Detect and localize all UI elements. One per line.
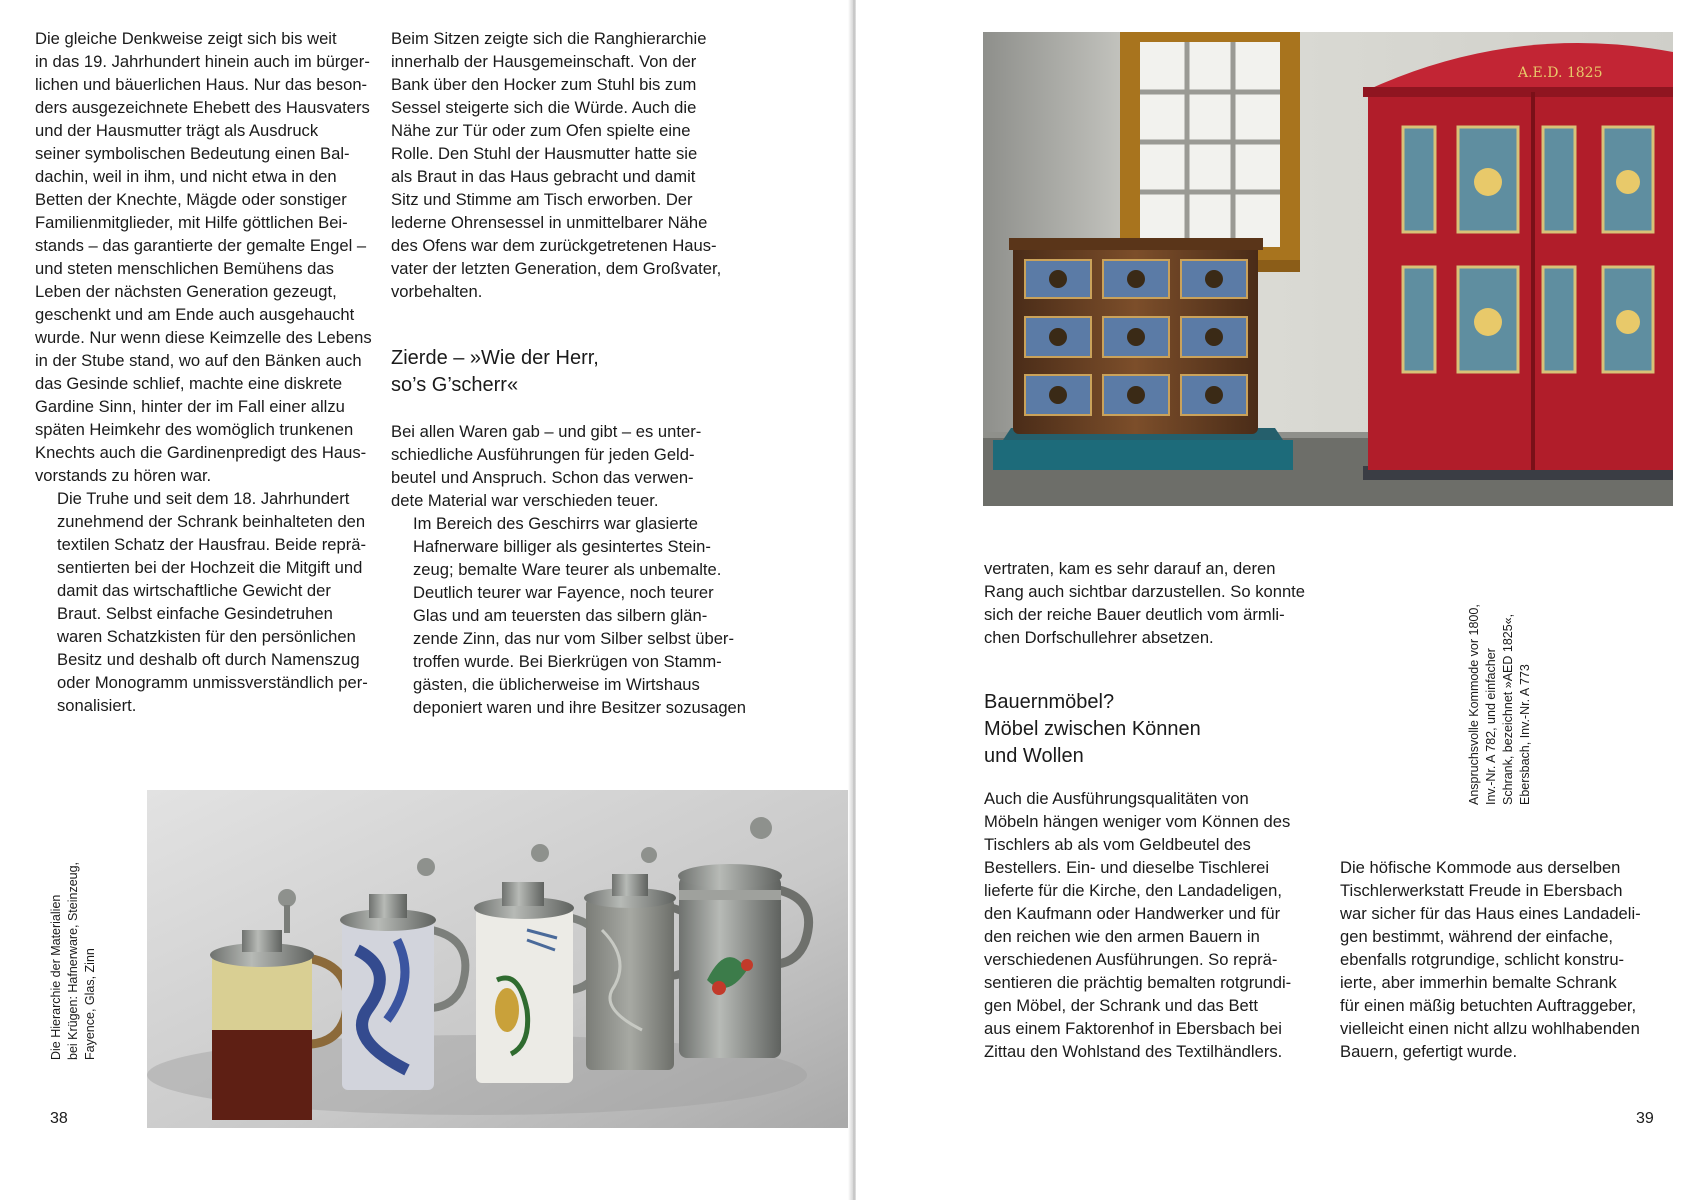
paragraph-seating-hierarchy	[391, 27, 721, 303]
text-line: waren Schatzkisten für den persönlichen	[57, 627, 356, 646]
text-line: zeug; bemalte Ware teurer als unbemalte.	[413, 560, 722, 579]
text-line: innerhalb der Hausgemeinschaft. Von der	[391, 52, 697, 71]
text-line: Nähe zur Tür oder zum Ofen spielte eine	[391, 121, 691, 140]
text-line: für einen mäßig betuchten Auftraggeber,	[1340, 996, 1637, 1015]
paragraph-waren	[391, 420, 746, 512]
text-line: vorstands zu hören war.	[35, 466, 212, 485]
text-line: vielleicht einen nicht allzu wohlhabenden	[1340, 1019, 1640, 1038]
text-line: den reichen wie den armen Bauern in	[984, 927, 1260, 946]
text-line: Tischlerwerkstatt Freude in Ebersbach	[1340, 881, 1623, 900]
text-line: stands – das garantierte der gemalte Engel –	[35, 236, 367, 255]
text-line: den Kaufmann oder Handwerker und für	[984, 904, 1281, 923]
text-line: Zittau den Wohlstand des Textilhändlers.	[984, 1042, 1283, 1061]
text-line: in der Stube stand, wo auf den Bänken auch	[35, 351, 362, 370]
furniture-photo	[983, 32, 1673, 506]
text-line: Bank über den Hocker zum Stuhl bis zum	[391, 75, 697, 94]
caption-furniture	[1466, 604, 1534, 805]
text-line: Bestellers. Ein- und dieselbe Tischlerei	[984, 858, 1270, 877]
paragraph-geschirr	[391, 512, 746, 719]
text-line: Rolle. Den Stuhl der Hausmutter hatte sie	[391, 144, 698, 163]
text-line: sentierten bei der Hochzeit die Mitgift und	[57, 558, 363, 577]
caption-tankards	[48, 862, 99, 1060]
text-line: bei Krügen: Hafnerware, Steinzeug,	[66, 861, 80, 1060]
text-line: ebenfalls rotgrundige, schlicht konstru-	[1340, 950, 1625, 969]
left-page	[0, 0, 852, 1200]
text-line: als Braut in das Haus gebracht und damit	[391, 167, 696, 186]
text-line: Beim Sitzen zeigte sich die Ranghierarchie	[391, 29, 707, 48]
text-line: sentieren die prächtig bemalten rotgrundi-	[984, 973, 1292, 992]
tankards-illustration	[147, 790, 852, 1128]
left-column-1	[35, 27, 372, 717]
text-line: in das 19. Jahrhundert hinein auch im bürger-	[35, 52, 370, 71]
text-line: Gardine Sinn, hinter der im Fall einer allzu	[35, 397, 345, 416]
text-line: sich der reiche Bauer deutlich vom ärmli-	[984, 605, 1285, 624]
text-line: wurde. Nur wenn diese Keimzelle des Lebens	[35, 328, 372, 347]
text-line: geschenkt und am Ende auch ausgehaucht	[35, 305, 355, 324]
text-line: Möbel zwischen Können	[984, 718, 1201, 740]
text-line: und steten menschlichen Bemühens das	[35, 259, 334, 278]
text-line: Die Truhe und seit dem 18. Jahrhundert	[57, 489, 350, 508]
text-line: schiedliche Ausführungen für jeden Geld-	[391, 445, 695, 464]
text-line: Hafnerware billiger als gesintertes Stein-	[413, 537, 711, 556]
text-line: Leben der nächsten Generation gezeugt,	[35, 282, 337, 301]
paragraph-rang	[984, 557, 1305, 649]
tankards-photo	[147, 790, 852, 1128]
text-line: Sitz und Stimme am Tisch erworben. Der	[391, 190, 693, 209]
text-line: späten Heimkehr des womöglich trunkenen	[35, 420, 354, 439]
text-line: vater der letzten Generation, dem Großvater,	[391, 259, 722, 278]
text-line: Die höfische Kommode aus derselben	[1340, 858, 1621, 877]
text-line: vorbehalten.	[391, 282, 483, 301]
text-line: seiner symbolischen Bedeutung einen Bal-	[35, 144, 350, 163]
paragraph-ausfuehrungsqualitaeten	[984, 787, 1291, 1063]
text-line: vertraten, kam es sehr darauf an, deren	[984, 559, 1276, 578]
text-line: beutel und Anspruch. Schon das verwen-	[391, 468, 694, 487]
furniture-illustration	[983, 32, 1673, 506]
right-column-1-lower	[984, 787, 1291, 1063]
text-line: Bei allen Waren gab – und gibt – es unter-	[391, 422, 702, 441]
text-line: gästen, die üblicherweise im Wirtshaus	[413, 675, 700, 694]
text-line: ders ausgezeichnete Ehebett des Hausvaters	[35, 98, 370, 117]
text-line: dete Material war verschieden teuer.	[391, 491, 659, 510]
text-line: Knechts auch die Gardinenpredigt des Haus-	[35, 443, 367, 462]
text-line: sonalisiert.	[57, 696, 137, 715]
text-line: Bauernmöbel?	[984, 691, 1115, 713]
text-line: und der Hausmutter trägt als Ausdruck	[35, 121, 319, 140]
text-line: Deutlich teurer war Fayence, noch teurer	[413, 583, 714, 602]
text-line: Möbeln hängen weniger vom Können des	[984, 812, 1291, 831]
text-line: so’s G’scherr«	[391, 374, 519, 396]
left-column-2	[391, 27, 721, 303]
text-line: damit das wirtschaftliche Gewicht der	[57, 581, 331, 600]
text-line: Die gleiche Denkweise zeigt sich bis weit	[35, 29, 337, 48]
text-line: Ebersbach, Inv.-Nr. A 773	[1518, 664, 1532, 805]
right-page	[856, 0, 1707, 1200]
text-line: oder Monogramm unmissverständlich per-	[57, 673, 368, 692]
painted-cabinet	[1363, 43, 1673, 480]
text-line: Betten der Knechte, Mägde oder sonstiger	[35, 190, 347, 209]
text-line: war sicher für das Haus eines Landadeli-	[1340, 904, 1641, 923]
text-line: lieferte für die Kirche, den Landadeligen,	[984, 881, 1282, 900]
paragraph-truhe-schrank	[35, 487, 372, 717]
text-line: gen bestimmt, während der einfache,	[1340, 927, 1614, 946]
text-line: Tischlers ab als vom Geldbeutel des	[984, 835, 1251, 854]
text-line: zunehmend der Schrank beinhalteten den	[57, 512, 366, 531]
section-heading-zierde	[391, 345, 599, 399]
page-number-right: 39	[1636, 1110, 1654, 1127]
text-line: Braut. Selbst einfache Gesindetruhen	[57, 604, 333, 623]
text-line: Zierde – »Wie der Herr,	[391, 347, 599, 369]
left-column-2-lower	[391, 420, 746, 719]
section-heading-bauernmoebel	[984, 689, 1201, 770]
text-line: troffen wurde. Bei Bierkrügen von Stamm-	[413, 652, 722, 671]
window	[1120, 32, 1300, 272]
text-line: Glas und am teuersten das silbern glän-	[413, 606, 708, 625]
text-line: Besitz und deshalb oft durch Namenszug	[57, 650, 360, 669]
text-line: aus einem Faktorenhof in Ebersbach bei	[984, 1019, 1282, 1038]
text-line: textilen Schatz der Hausfrau. Beide reprä-	[57, 535, 366, 554]
right-column-2	[1340, 856, 1641, 1063]
text-line: Fayence, Glas, Zinn	[83, 948, 97, 1060]
text-line: Sessel steigerte sich die Würde. Auch die	[391, 98, 697, 117]
text-line: und Wollen	[984, 745, 1084, 767]
text-line: Die Hierarchie der Materialien	[49, 894, 63, 1060]
paragraph-hoefische-kommode	[1340, 856, 1641, 1063]
text-line: Auch die Ausführungsqualitäten von	[984, 789, 1249, 808]
text-line: das Gesinde schlief, machte eine diskrete	[35, 374, 343, 393]
text-line: Bauern, gefertigt wurde.	[1340, 1042, 1518, 1061]
page-number-left: 38	[50, 1110, 68, 1127]
text-line: zende Zinn, das nur vom Silber selbst über-	[413, 629, 734, 648]
text-line: gen Möbel, der Schrank und das Bett	[984, 996, 1258, 1015]
text-line: lichen und bäuerlichen Haus. Nur das beson-	[35, 75, 368, 94]
text-line: Schrank, bezeichnet »AED 1825«,	[1501, 613, 1515, 805]
right-column-1	[984, 557, 1305, 649]
text-line: ierte, aber immerhin bemalte Schrank	[1340, 973, 1617, 992]
text-line: Rang auch sichtbar darzustellen. So konnte	[984, 582, 1306, 601]
cabinet-inscription: A.E.D. 1825	[1518, 65, 1603, 81]
text-line: dachin, weil in ihm, und nicht etwa in den	[35, 167, 337, 186]
text-line: verschiedenen Ausführungen. So reprä-	[984, 950, 1278, 969]
text-line: Im Bereich des Geschirrs war glasierte	[413, 514, 698, 533]
text-line: des Ofens war dem zurückgetretenen Haus-	[391, 236, 717, 255]
text-line: Inv.-Nr. A 782, und einfacher	[1484, 648, 1498, 805]
text-line: deponiert waren und ihre Besitzer sozusagen	[413, 698, 747, 717]
paragraph-household-hierarchy	[35, 27, 372, 487]
painted-dresser	[993, 238, 1293, 470]
text-line: Familienmitglieder, mit Hilfe göttlichen Bei-	[35, 213, 348, 232]
text-line: Anspruchsvolle Kommode vor 1800,	[1467, 604, 1481, 805]
text-line: lederne Ohrensessel in unmittelbarer Nähe	[391, 213, 708, 232]
text-line: chen Dorfschullehrer absetzen.	[984, 628, 1214, 647]
